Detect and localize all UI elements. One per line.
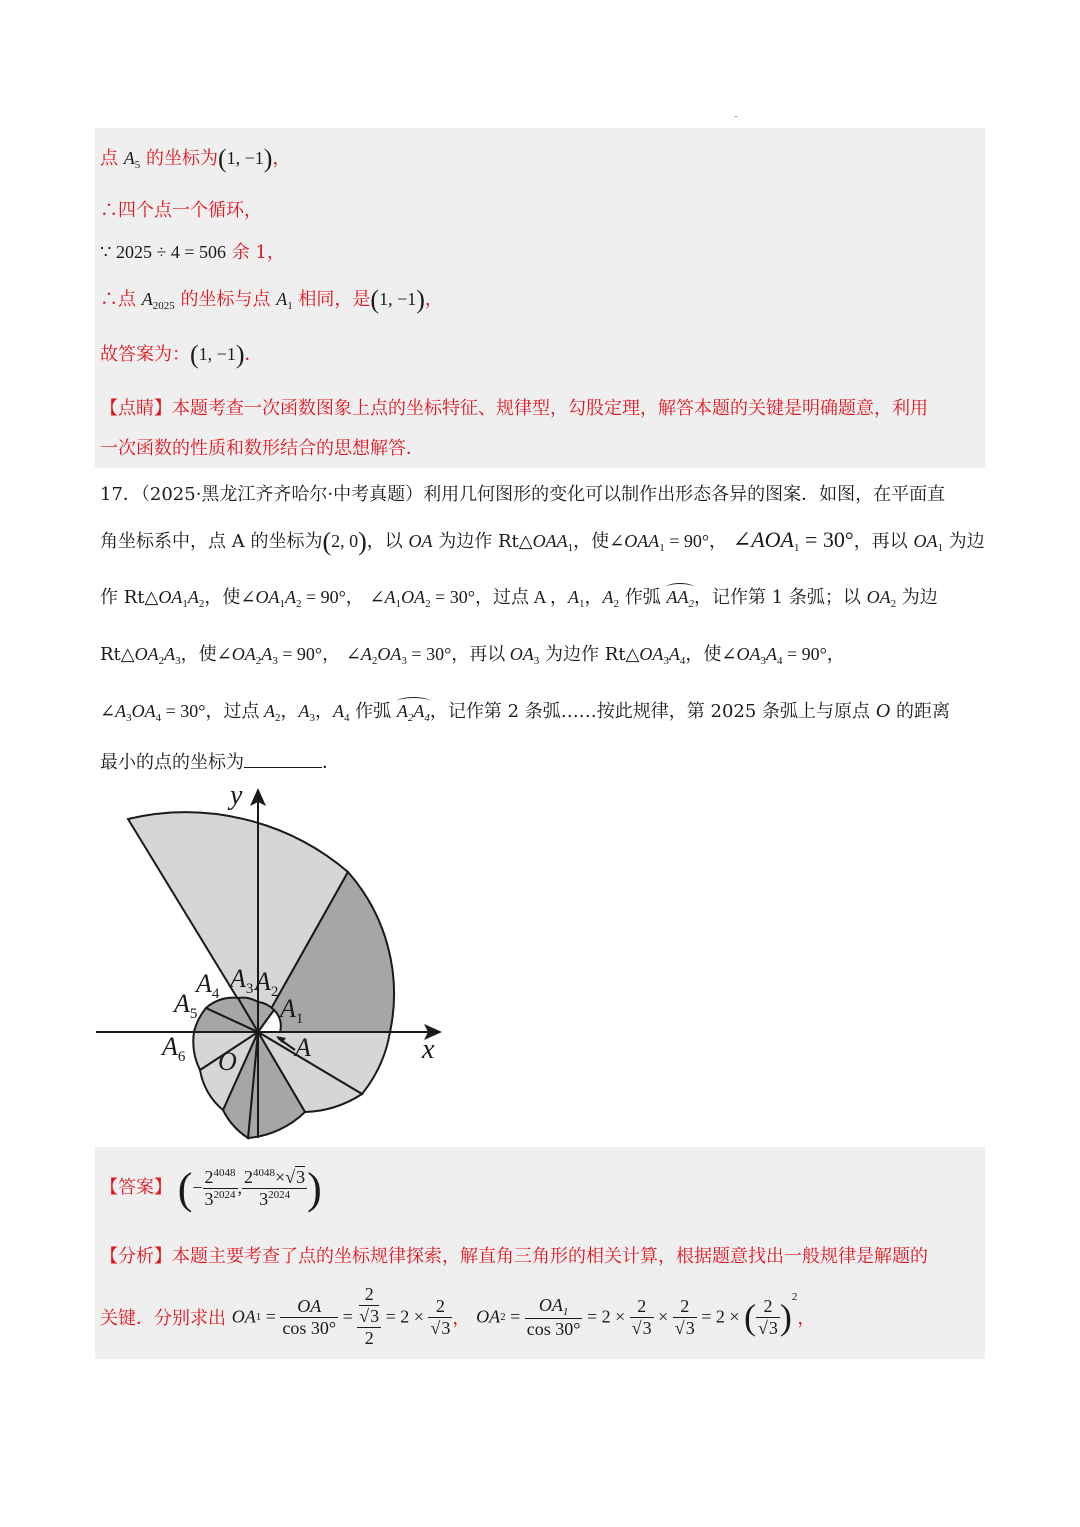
question-line-3: 作 $Rt\triangle OA_1A_2$，使$\angle OA_1A_2 = 90^\circ$， $\angle A_1OA_2 = 30^\circ$，过点 A ，$A_1$，$A_2$ 作弧 $AA_2$，记作第 1 条弧；以 $OA_2$ 为边 — [100, 587, 938, 610]
question-line-5: $\angle A_3OA_4 = 30^\circ$，过点 $A_2$，$A_3$，$A_4$ 作弧 $A_2A_4$，记作第 2 条弧……按此规律，第 2025 条弧上与原点 O 的距离 — [100, 700, 950, 724]
solution-line-5: 故答案为：(1, −1)． — [100, 340, 263, 369]
label-A: A — [295, 1033, 311, 1062]
analysis-line-1: 【分析】本题主要考查了点的坐标规律探索，解直角三角形的相关计算，根据题意找出一般规律是解题的 — [100, 1246, 928, 1267]
solution-line-3: ∵ 2025 ÷ 4 = 506 余 1， — [100, 242, 285, 263]
decorative-dot — [735, 116, 737, 117]
question-line-1: 17．（2025·黑龙江齐齐哈尔·中考真题）利用几何图形的变化可以制作出形态各异的图案．如图，在平面直 — [100, 484, 946, 505]
label-A4: $A_4$ — [196, 969, 220, 1002]
analysis-line-2: 关键．分别求出 OA1 = $\frac{OA}{\cos 30^\circ}$ = 2 √3 2 = 2 × $\frac{2}{√3}$ ， OA2 = $\frac{OA_1}{\cos 30^\circ}$ = 2 × $\frac{2}{√3}$ × $\frac{2}{√3}$ = 2 × ( $\frac{2}{√3}$ )$^2$， — [100, 1284, 816, 1348]
question-line-4: $Rt\triangle OA_2A_3$，使$\angle OA_2A_3 = 90^\circ$， $\angle A_2OA_3 = 30^\circ$，再以 $OA_3$ 为边作 $Rt\triangle OA_3A_4$，使$\angle OA_3A_4 = 90^\circ$， — [100, 644, 845, 667]
answer-blank — [244, 753, 322, 768]
label-x: x — [422, 1034, 435, 1065]
label-O: O — [218, 1047, 237, 1076]
solution-line-2: ∴四个点一个循环， — [100, 200, 262, 221]
comment-line-2: 一次函数的性质和数形结合的思想解答． — [100, 438, 424, 459]
answer-line: 【答案】 (− $\frac{2^{4048}}{3^{2024}}$ , $\frac{2^{4048}\times√3}{3^{2024}}$ ) — [100, 1164, 322, 1213]
label-A2: $A_2$ — [255, 967, 279, 1000]
spiral-figure — [90, 780, 460, 1145]
comment-line-1: 【点睛】本题考查一次函数图象上点的坐标特征、规律型，勾股定理，解答本题的关键是明确题意，利用 — [100, 398, 928, 419]
label-A5: $A_5$ — [174, 989, 198, 1022]
answer-frac-1: $\frac{2^{4048}}{3^{2024}}$ — [204, 1166, 236, 1209]
label-A3: $A_3$ — [230, 964, 254, 997]
question-line-6: 最小的点的坐标为 ． — [100, 752, 340, 773]
label-A6: $A_6$ — [162, 1032, 186, 1065]
label-A1: $A_1$ — [280, 994, 304, 1027]
answer-frac-2: $\frac{2^{4048}\times√3}{3^{2024}}$ — [244, 1166, 306, 1209]
solution-line-4: ∴点 $A_{2025}$ 的坐标与点 $A_1$ 相同，是(1, −1)， — [100, 285, 443, 314]
solution-line-1: 点 $A_5$ 的坐标为(1, −1)， — [100, 144, 291, 173]
question-line-2: 角坐标系中，点 A 的坐标为(2, 0)，以 OA 为边作 $Rt\triangle OAA_1$，使$\angle OAA_1 = 90^\circ$， $\angle AOA_1 = 30^\circ$，再以 $OA_1$ 为边 — [100, 527, 985, 556]
label-y: y — [230, 780, 243, 811]
